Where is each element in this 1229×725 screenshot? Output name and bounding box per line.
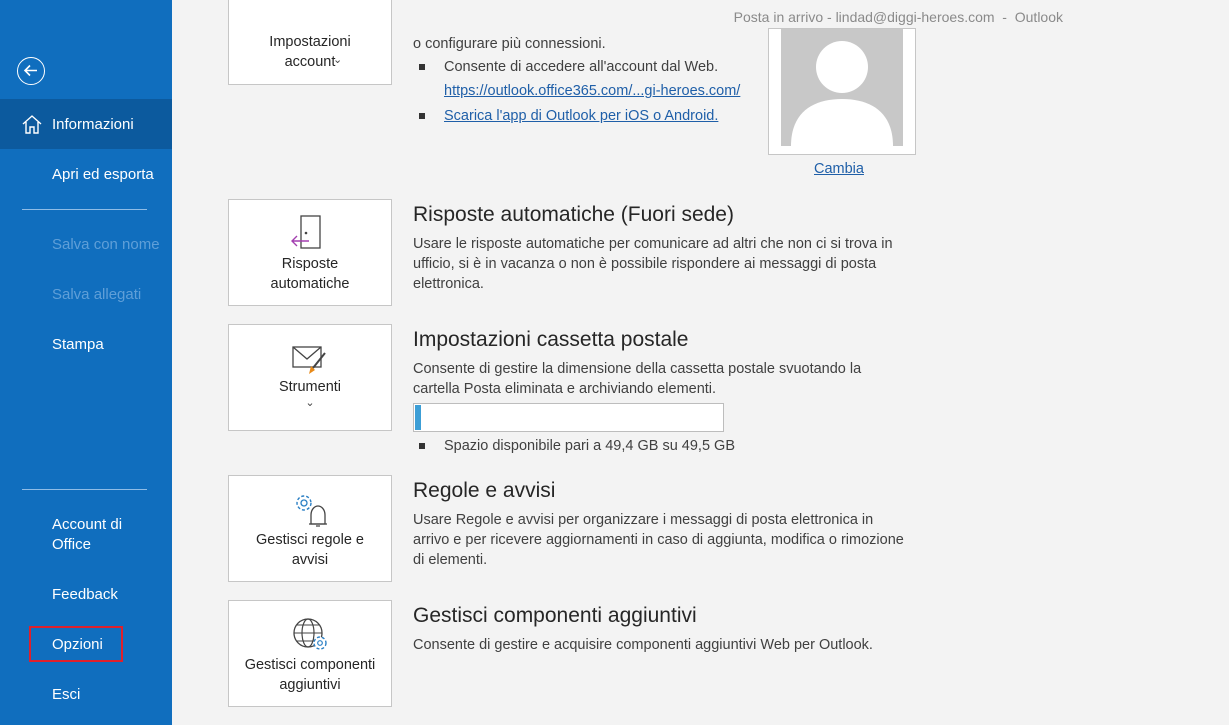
mailbox-usage-bar xyxy=(413,403,724,432)
web-access-text: Consente di accedere all'account dal Web. xyxy=(444,59,719,75)
sidebar-item-label: Account di Office xyxy=(52,516,123,553)
tile-label: Gestisci regole e avvisi xyxy=(256,532,364,568)
sidebar-item-stampa[interactable] xyxy=(0,319,172,369)
sidebar-item-account-office[interactable] xyxy=(0,509,172,561)
tile-label: Gestisci componenti aggiuntivi xyxy=(244,657,376,693)
sidebar-item-label: Feedback xyxy=(52,585,118,603)
mailbox-tools-icon xyxy=(291,341,331,377)
highlight-frame xyxy=(29,626,123,662)
account-partial-text: o configurare più connessioni. xyxy=(413,36,606,52)
chevron-down-icon: ⌄ xyxy=(305,397,315,409)
section-title: Gestisci componenti aggiuntivi xyxy=(413,604,697,627)
sidebar-item-label: Opzioni xyxy=(52,635,103,653)
profile-photo xyxy=(768,28,916,155)
section-description: Usare Regole e avvisi per organizzare i messaggi di posta elettronica in arrivo e per ricevere aggiornamenti in caso di aggiunta, modifica o rimozione di elementi. xyxy=(413,512,904,568)
sidebar-divider xyxy=(22,209,147,210)
sidebar-item-apri-esporta[interactable] xyxy=(0,149,172,199)
sidebar-item-label: Salva allegati xyxy=(52,285,142,303)
back-arrow-icon[interactable] xyxy=(17,57,45,85)
bullet xyxy=(419,64,425,70)
tile-label: Strumenti xyxy=(278,379,342,395)
section-description: Consente di gestire la dimensione della cassetta postale svuotando la cartella Posta eliminata e archiviando elementi. xyxy=(413,361,862,397)
auto-reply-icon xyxy=(289,214,325,252)
mailbox-tools-tile[interactable] xyxy=(228,324,392,431)
globe-gear-icon xyxy=(291,615,331,653)
rules-alerts-tile[interactable] xyxy=(228,475,392,582)
mailbox-usage-fill xyxy=(415,405,421,430)
section-title: Risposte automatiche (Fuori sede) xyxy=(413,203,734,226)
sidebar-item-esci[interactable] xyxy=(0,669,172,719)
change-photo-link[interactable]: Cambia xyxy=(814,161,864,177)
sidebar-item-salva-con-nome xyxy=(0,219,172,269)
home-icon xyxy=(21,114,43,134)
person-placeholder-icon xyxy=(781,29,903,146)
tile-label: Impostazioni account xyxy=(269,34,351,70)
outlook-app-link[interactable]: Scarica l'app di Outlook per iOS o Android. xyxy=(444,108,719,124)
backstage-sidebar xyxy=(0,0,172,725)
sidebar-item-label: Esci xyxy=(52,685,81,703)
sidebar-item-feedback[interactable] xyxy=(0,569,172,619)
sidebar-item-label: Informazioni xyxy=(52,115,134,133)
rules-bell-icon xyxy=(291,490,331,528)
free-space-text: Spazio disponibile pari a 49,4 GB su 49,5 GB xyxy=(444,438,735,454)
section-title: Regole e avvisi xyxy=(413,479,556,502)
bullet xyxy=(419,113,425,119)
auto-reply-tile[interactable] xyxy=(228,199,392,306)
sidebar-item-label: Salva con nome xyxy=(52,235,160,253)
chevron-down-icon: ⌄ xyxy=(333,54,343,66)
section-title: Impostazioni cassetta postale xyxy=(413,328,689,351)
sidebar-item-informazioni[interactable] xyxy=(0,99,172,149)
bullet xyxy=(419,443,425,449)
manage-addins-tile[interactable] xyxy=(228,600,392,707)
avatar xyxy=(781,29,903,146)
account-settings-tile[interactable] xyxy=(228,0,392,85)
outlook-web-link[interactable]: https://outlook.office365.com/...gi-heroes.com/ xyxy=(444,83,741,99)
sidebar-divider xyxy=(22,489,147,490)
sidebar-item-salva-allegati xyxy=(0,269,172,319)
window-title: Posta in arrivo - lindad@diggi-heroes.com - Outlook xyxy=(733,9,1063,25)
section-description: Usare le risposte automatiche per comunicare ad altri che non ci si trova in ufficio, si è in vacanza o non è possibile rispondere ai messaggi di posta elettronica. xyxy=(413,236,893,292)
sidebar-item-label: Apri ed esporta xyxy=(52,165,154,183)
sidebar-item-label: Stampa xyxy=(52,335,104,353)
tile-label: Risposte automatiche xyxy=(270,256,350,292)
section-description: Consente di gestire e acquisire componenti aggiuntivi Web per Outlook. xyxy=(413,637,873,653)
